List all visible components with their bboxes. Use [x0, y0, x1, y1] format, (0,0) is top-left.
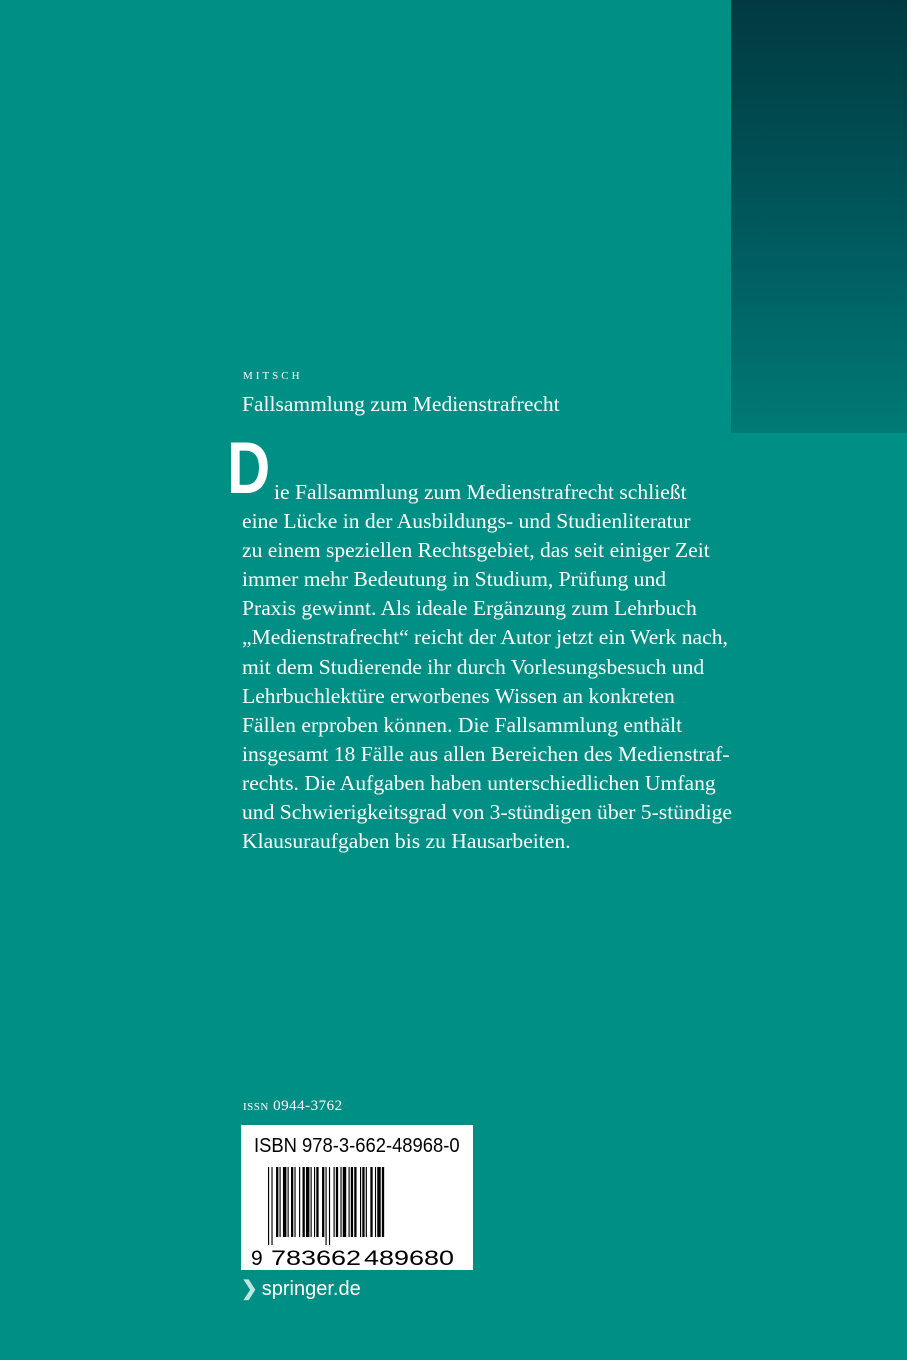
barcode-bar [351, 1167, 353, 1237]
barcode-bar [288, 1167, 289, 1237]
barcode-bar [334, 1167, 335, 1237]
blurb-line: mit dem Studierende ihr durch Vorlesungsbesuch und [242, 654, 705, 679]
drop-cap: D [227, 428, 271, 509]
isbn-barcode-box [241, 1125, 473, 1270]
barcode-icon [241, 1125, 473, 1270]
blurb-line: insgesamt 18 Fälle aus allen Bereichen des Medienstraf- [242, 741, 730, 766]
barcode-bar [303, 1167, 305, 1237]
publisher-url: springer.de [261, 1278, 361, 1300]
blurb-line: ie Fallsammlung zum Medienstrafrecht schließt [274, 480, 687, 504]
barcode-bar [362, 1167, 364, 1237]
barcode-bar [360, 1167, 361, 1237]
barcode-bar [316, 1167, 318, 1237]
barcode-bar [291, 1167, 293, 1237]
barcode-bar [354, 1167, 356, 1237]
blurb-line: rechts. Die Aufgaben haben unterschiedlichen Umfang [242, 770, 716, 795]
barcode-bar [349, 1167, 350, 1237]
barcode-right-digits: 489680 [364, 1247, 454, 1270]
blurb-line: zu einem speziellen Rechtsgebiet, das seit einiger Zeit [242, 538, 710, 563]
barcode-bar [306, 1167, 309, 1237]
barcode-bar [314, 1167, 315, 1237]
barcode-bar [366, 1167, 367, 1237]
blurb-line: immer mehr Bedeutung in Studium, Prüfung und [242, 567, 667, 592]
barcode-bar [322, 1167, 324, 1237]
barcode-bar [370, 1167, 372, 1237]
blurb-line: Praxis gewinnt. Als ideale Ergänzung zum Lehrbuch [242, 596, 697, 621]
barcode-bar [336, 1167, 338, 1237]
barcode-bar [268, 1167, 269, 1245]
author-name: mitsch [243, 367, 303, 383]
barcode-bar [382, 1167, 384, 1237]
barcode-bar [283, 1167, 286, 1237]
barcode-bar [375, 1167, 376, 1237]
barcode-bar [294, 1167, 295, 1237]
isbn-label: ISBN 978-3-662-48968-0 [254, 1135, 460, 1157]
publisher-link[interactable] [241, 1276, 361, 1302]
barcode-bar [343, 1167, 346, 1237]
barcode-bar [299, 1167, 300, 1237]
barcode-bar [329, 1167, 330, 1245]
blurb-line: und Schwierigkeitsgrad von 3-stündigen über 5-stündige [242, 800, 732, 825]
barcode-bar [271, 1167, 272, 1245]
barcode-bar [276, 1167, 278, 1237]
barcode-bar [326, 1167, 327, 1245]
issn-number: issn 0944-3762 [243, 1098, 343, 1114]
barcode-bar [377, 1167, 380, 1237]
blurb-text [242, 478, 762, 856]
barcode-bar [280, 1167, 281, 1237]
blurb-line: Fällen erproben können. Die Fallsammlung enthält [242, 712, 683, 737]
barcode-left-digits: 783662 [271, 1247, 361, 1270]
chevron-right-icon: ❯ [241, 1278, 258, 1300]
barcode-lead-digit: 9 [251, 1247, 263, 1270]
barcode-bar [311, 1167, 312, 1237]
dark-corner-block [731, 0, 907, 433]
book-title: Fallsammlung zum Medienstrafrecht [242, 392, 560, 416]
barcode-bar [340, 1167, 341, 1237]
blurb-line: Lehrbuchlektüre erworbenes Wissen an konkreten [242, 683, 675, 708]
blurb-line: „Medienstrafrecht“ reicht der Autor jetzt ein Werk nach, [242, 625, 728, 650]
blurb-line: eine Lücke in der Ausbildungs- und Studienliteratur [242, 509, 691, 534]
blurb-line: Klausuraufgaben bis zu Hausarbeiten. [242, 829, 571, 854]
